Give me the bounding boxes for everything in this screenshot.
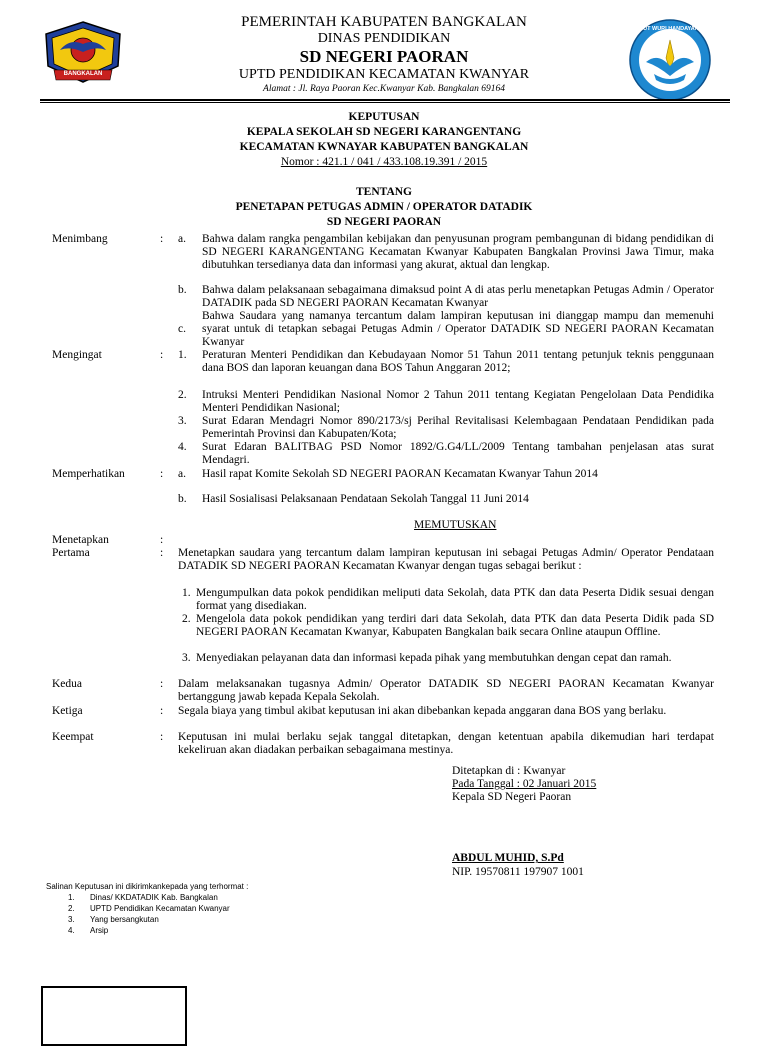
menimbang-item-b: Bahwa dalam pelaksanaan sebagaimana dimaksud point A di atas perlu menetapkan Petugas Admin / Operator DATADIK pada SD NEGERI PAORAN Kecamatan Kwanyar [202, 284, 714, 309]
header-line-4: UPTD PENDIDIKAN KECAMATAN KWANYAR [238, 67, 530, 82]
title-line-2: KEPALA SEKOLAH SD NEGERI KARANGENTANG [246, 126, 522, 138]
mengingat-item-1: Peraturan Menteri Pendidikan dan Kebudayaan Nomor 51 Tahun 2011 tentang petunjuk teknis penggunaan dana BOS dan laporan keuangan dana BOS Tahun Anggaran 2012; [202, 349, 714, 374]
colon: : [160, 731, 164, 743]
signature-tanggal: Pada Tanggal : 02 Januari 2015 [452, 778, 597, 790]
pertama-item-1: Mengumpulkan data pokok pendidikan meliputi data Sekolah, data PTK dan data Peserta Didik sesuai dengan format yang disediakan. [196, 587, 714, 612]
salinan-item-2: UPTD Pendidikan Kecamatan Kwanyar [90, 904, 230, 913]
pertama-item-3: Menyediakan pelayanan data dan informasi kepada pihak yang membutuhkan dengan cepat dan ramah. [196, 652, 672, 664]
label-menetapkan: Menetapkan [52, 534, 109, 546]
colon: : [160, 678, 164, 690]
list-marker: c. [178, 323, 186, 335]
list-marker: 1. [182, 587, 191, 599]
list-marker: 2. [68, 904, 75, 913]
salinan-item-1: Dinas/ KKDATADIK Kab. Bangkalan [90, 893, 218, 902]
header-line-2: DINAS PENDIDIKAN [317, 31, 451, 46]
ketiga-text: Segala biaya yang timbul akibat keputusan ini akan dibebankan kepada anggaran dana BOS yang berlaku. [178, 705, 667, 717]
mengingat-item-2: Intruksi Menteri Pendidikan Nasional Nomor 2 Tahun 2011 tentang Kegiatan Pengelolaan Data Pendidika Menteri Pendidikan Nasional; [202, 389, 714, 414]
label-keempat: Keempat [52, 731, 94, 743]
tut-wuri-handayani-text: TUT WURI HANDAYANI [639, 26, 701, 32]
title-tentang: TENTANG [355, 186, 413, 198]
title-subject-2: SD NEGERI PAORAN [326, 216, 442, 228]
kedua-text: Dalam melaksanakan tugasnya Admin/ Operator DATADIK SD NEGERI PAORAN Kecamatan Kwanyar bertanggung jawab kepada Kepala Sekolah. [178, 678, 714, 703]
label-pertama: Pertama [52, 547, 90, 559]
list-marker: 1. [68, 893, 75, 902]
salinan-item-4: Arsip [90, 926, 109, 935]
list-marker: 2. [182, 613, 191, 625]
signature-nip: NIP. 19570811 197907 1001 [452, 866, 584, 878]
signature-jabatan: Kepala SD Negeri Paoran [452, 791, 572, 803]
memutuskan-heading: MEMUTUSKAN [414, 519, 497, 531]
label-kedua: Kedua [52, 678, 83, 690]
list-marker: a. [178, 233, 186, 245]
pertama-text: Menetapkan saudara yang tercantum dalam lampiran keputusan ini sebagai Petugas Admin/ Operator Pendataan DATADIK SD NEGERI PAORAN Kecamatan Kwanyar dengan tugas sebagai berikut : [178, 547, 714, 572]
bottom-frame-box [41, 986, 187, 1046]
label-ketiga: Ketiga [52, 705, 83, 717]
header-line-1: PEMERINTAH KABUPATEN BANGKALAN [241, 14, 527, 30]
colon: : [160, 547, 164, 559]
keempat-text: Keputusan ini mulai berlaku sejak tanggal ditetapkan, dengan ketentuan apabila dikemudian hari terdapat kekeliruan akan diadakan perbaikan sebagaimana mestinya. [178, 731, 714, 756]
list-marker: b. [178, 284, 187, 296]
colon: : [160, 233, 164, 245]
signature-ditetapkan: Ditetapkan di : Kwanyar [452, 765, 566, 777]
colon: : [160, 705, 164, 717]
list-marker: 4. [178, 441, 187, 453]
header-divider-thin [40, 102, 730, 103]
header-school-name: SD NEGERI PAORAN [299, 47, 469, 66]
list-marker: b. [178, 493, 187, 505]
memperhatikan-item-b: Hasil Sosialisasi Pelaksanaan Pendataan Sekolah Tanggal 11 Juni 2014 [202, 493, 529, 505]
title-subject-1: PENETAPAN PETUGAS ADMIN / OPERATOR DATADIK [235, 201, 533, 213]
title-nomor [0, 156, 768, 169]
label-mengingat: Mengingat [52, 349, 102, 361]
header-address: Alamat : Jl. Raya Paoran Kec.Kwanyar Kab. Bangkalan 69164 [263, 84, 505, 94]
header-divider-thick [40, 99, 730, 101]
pertama-item-2: Mengelola data pokok pendidikan yang terdiri dari data Sekolah, data PTK dan data Peserta Didik pada SD NEGERI PAORAN Kecamatan Kwanyar, Kabupaten Bangkalan baik secara Online ataupun Offline. [196, 613, 714, 638]
label-memperhatikan: Memperhatikan [52, 468, 125, 480]
mengingat-item-3: Surat Edaran Mendagri Nomor 890/2173/sj Perihal Revitalisasi Kelembagaan Pendataan Pendidikan pada Pemerintah Provinsi dan Kabupaten/Kota; [202, 415, 714, 440]
memperhatikan-item-a: Hasil rapat Komite Sekolah SD NEGERI PAORAN Kecamatan Kwanyar Tahun 2014 [202, 468, 598, 480]
menimbang-item-a: Bahwa dalam rangka pengambilan kebijakan dan penyusunan program pembangunan di bidang pendidikan di SD NEGERI KARANGENTANG Kecamatan Kwanyar Kabupaten Bangkalan Provinsi Jawa Timur, maka dibutuhkan tersedianya data dan informasi yang akurat, aktual dan lengkap. [202, 233, 714, 271]
title-keputusan: KEPUTUSAN [348, 111, 420, 123]
colon: : [160, 534, 164, 546]
salinan-intro: Salinan Keputusan ini dikirimkankepada yang terhormat : [46, 882, 249, 891]
nomor-text: Nomor : 421.1 / 041 / 433.108.19.391 / 2015 [280, 156, 488, 168]
colon: : [160, 468, 164, 480]
signature-nama: ABDUL MUHID, S.Pd [452, 852, 564, 864]
list-marker: 1. [178, 349, 187, 361]
label-menimbang: Menimbang [52, 233, 108, 245]
list-marker: 3. [68, 915, 75, 924]
list-marker: 3. [178, 415, 187, 427]
list-marker: 4. [68, 926, 75, 935]
salinan-item-3: Yang bersangkutan [90, 915, 159, 924]
colon: : [160, 349, 164, 361]
list-marker: 3. [182, 652, 191, 664]
bangkalan-logo-text: BANGKALAN [63, 71, 103, 77]
list-marker: 2. [178, 389, 187, 401]
title-line-3: KECAMATAN KWNAYAR KABUPATEN BANGKALAN [239, 141, 529, 153]
list-marker: a. [178, 468, 186, 480]
menimbang-item-c: Bahwa Saudara yang namanya tercantum dalam lampiran keputusan ini dianggap mampu dan memenuhi syarat untuk di tetapkan sebagai Petugas Admin / Operator DATADIK SD NEGERI PAORAN Kecamatan Kwanyar [202, 310, 714, 348]
mengingat-item-4: Surat Edaran BALITBAG PSD Nomor 1892/G.G4/LL/2009 Tentang tambahan penjelasan atas surat Mendagri. [202, 441, 714, 466]
